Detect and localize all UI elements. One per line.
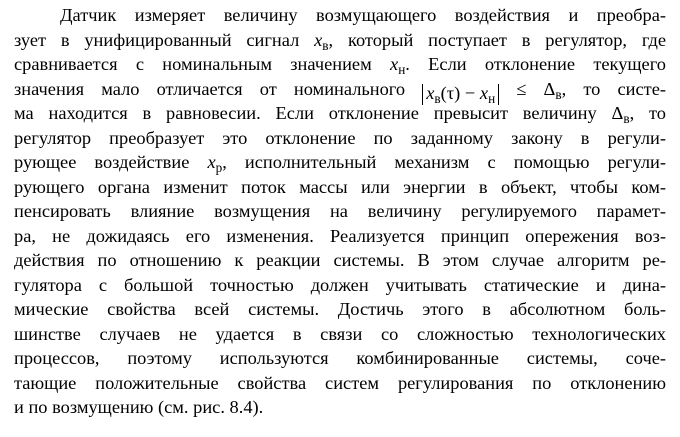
text-line: и по возмущению (см. рис. 8.4). bbox=[14, 397, 264, 417]
text-line: ра, не дожидаясь его изменения. Реализуется принцип опережения воз- bbox=[14, 225, 666, 246]
text-line: Датчик измеряет величину возмущающего воздействия и преобра- bbox=[60, 5, 666, 25]
text-line: мические свойства всей системы. Достичь этого в абсолютном боль- bbox=[14, 299, 666, 319]
text-line: значения мало отличается от номинального $x_в(\tau) - x_н \le \Delta_в$, то систе- bbox=[14, 78, 666, 106]
formula-x-n: $x_н$ bbox=[390, 54, 406, 78]
text-line: шинстве случаев не удается в связи со сложностью технологических bbox=[14, 323, 666, 344]
text-line: сравнивается с номинальным значением $x_н$. Если отклонение текущего bbox=[14, 54, 666, 78]
formula-x-p: $x_р$ bbox=[207, 152, 223, 176]
formula-delta-v: $\Delta_в$ bbox=[543, 78, 562, 102]
text-line: гулятора с большой точностью должен учитывать статические и дина- bbox=[14, 274, 666, 295]
text-line: действия по отношению к реакции системы. В этом случае алгоритм ре- bbox=[14, 250, 666, 270]
text-line: рующего органа изменит поток массы или энергии в объект, чтобы ком- bbox=[14, 176, 666, 197]
formula-x-v: $x_в$ bbox=[314, 29, 329, 53]
text-line: ма находится в равновесии. Если отклонение превысит величину $\Delta_в$, то bbox=[14, 103, 666, 127]
text-line: пенсировать влияние возмущения на величину регулируемого парамет- bbox=[14, 201, 666, 221]
text-line: тающие положительные свойства систем регулирования по отклонению bbox=[14, 372, 666, 393]
text-line: зует в унифицированный сигнал $x_в$, который поступает в регулятор, где bbox=[14, 29, 666, 53]
formula-delta-v: $\Delta_в$ bbox=[611, 103, 630, 127]
formula-abs-deviation: $x_в(\tau) - x_н$ bbox=[422, 84, 499, 105]
text-line: процессов, поэтому используются комбинированные системы, соче- bbox=[14, 348, 666, 368]
text-line: регулятор преобразует это отклонение по заданному закону в регули- bbox=[14, 127, 666, 148]
text-line: рующее воздействие $x_р$, исполнительный механизм с помощью регули- bbox=[14, 152, 666, 176]
